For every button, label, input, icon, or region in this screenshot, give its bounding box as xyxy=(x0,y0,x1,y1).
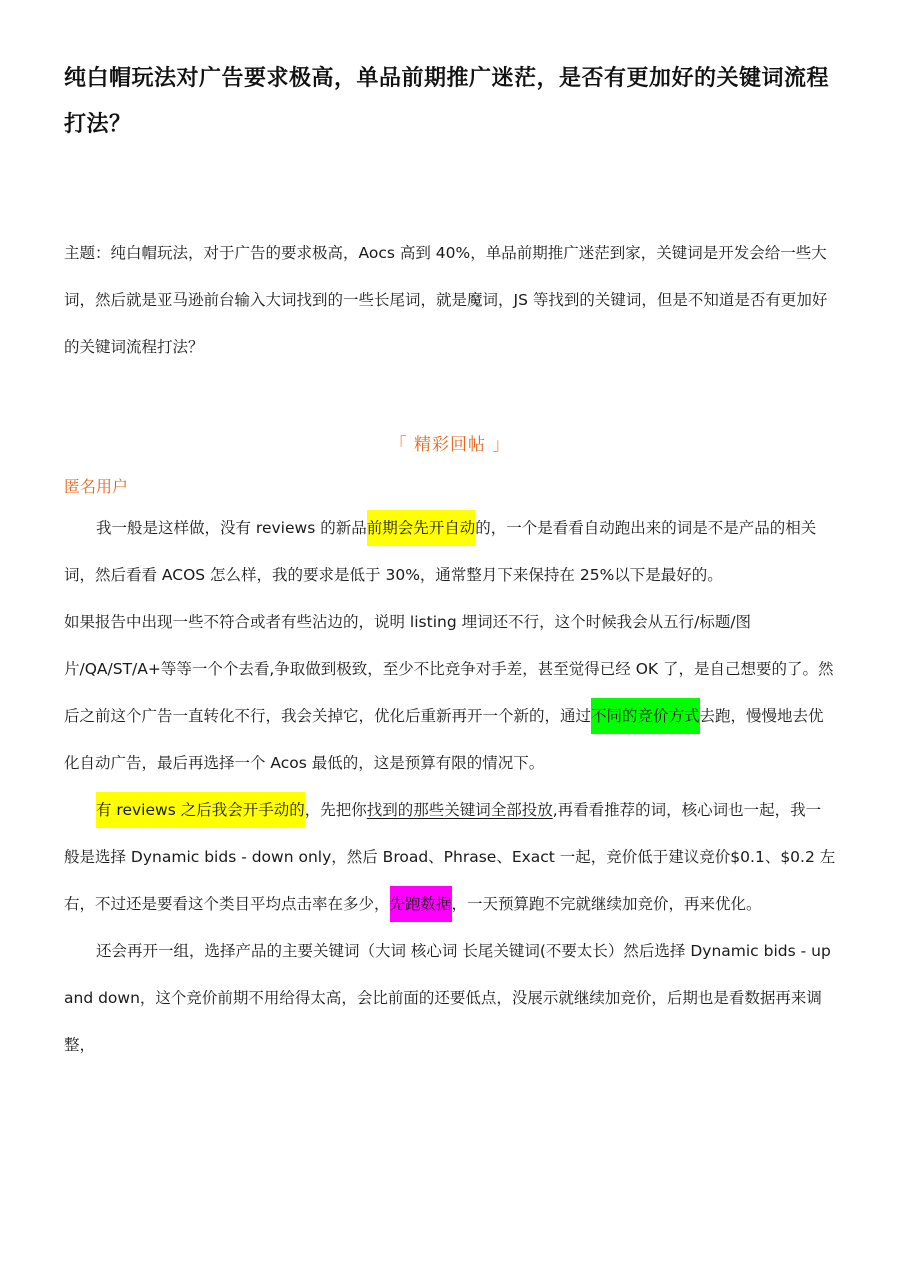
reply-paragraph-3 xyxy=(64,787,836,928)
p1-text-b: 的，一个是看看自动跑出来的词是不是产品的相关词，然后看看 ACOS 怎么样，我的要求是低于 30%，通常整月下来保持在 25%以下是最好的。 xyxy=(64,519,817,584)
p3-text-b: ,再看看推荐的词，核心词也一起，我一般是选择 Dynamic bids - down only，然后 Broad、Phrase、Exact 一起，竞价低于建议竞价$0.1、$0.2 左右，不过还是要看这个类目平均点击率在多少， xyxy=(64,801,836,913)
topic-paragraph: 主题：纯白帽玩法，对于广告的要求极高，Aocs 高到 40%，单品前期推广迷茫到家，关键词是开发会给一些大词，然后就是亚马逊前台输入大词找到的一些长尾词，就是魔词，JS 等找到的关键词，但是不知道是否有更加好的关键词流程打法？ xyxy=(64,244,828,356)
bracket-open: 「 xyxy=(389,435,408,455)
p1-highlight: 前期会先开自动 xyxy=(367,510,476,546)
p3-text-c: ，一天预算跑不完就继续加竞价，再来优化。 xyxy=(451,895,762,913)
p2-highlight: 不同的竞价方式 xyxy=(591,698,700,734)
p1-text-a: 我一般是这样做，没有 reviews 的新品 xyxy=(96,519,367,537)
bracket-close: 」 xyxy=(492,435,511,455)
page-title: 纯白帽玩法对广告要求极高，单品前期推广迷茫，是否有更加好的关键词流程打法？ xyxy=(64,66,830,137)
reply-author: 匿名用户 xyxy=(64,477,129,496)
p3-highlight-2: 先跑数据 xyxy=(390,886,452,922)
p2-text-b: 去跑，慢慢地去优化自动广告，最后再选择一个 Acos 最低的，这是预算有限的情况下。 xyxy=(64,707,824,772)
reply-paragraph-2 xyxy=(64,599,836,787)
reply-paragraph-1 xyxy=(64,505,836,599)
section-label: 精彩回帖 xyxy=(414,435,486,455)
p3-highlight-1: 有 reviews 之后我会开手动的 xyxy=(96,792,305,828)
p3-text-a: ，先把你 xyxy=(304,801,367,819)
p3-underlined: 找到的那些关键词全部投放 xyxy=(366,801,553,819)
document-page xyxy=(64,0,836,1069)
p2-text-a: 如果报告中出现一些不符合或者有些沾边的，说明 listing 埋词还不行，这个时候我会从五行/标题/图片/QA/ST/A+等等一个个去看,争取做到极致，至少不比竞争对手差，甚至觉得已经 OK 了，是自己想要的了。然后之前这个广告一直转化不行，我会关掉它，优化后重新再开一个新的，通过 xyxy=(64,613,834,725)
section-heading xyxy=(64,425,836,465)
reply-paragraph-4: 还会再开一组，选择产品的主要关键词（大词 核心词 长尾关键词(不要太长）然后选择 Dynamic bids - up and down，这个竞价前期不用给得太高，会比前面的还要低点，没展示就继续加竞价，后期也是看数据再来调整， xyxy=(64,942,831,1054)
